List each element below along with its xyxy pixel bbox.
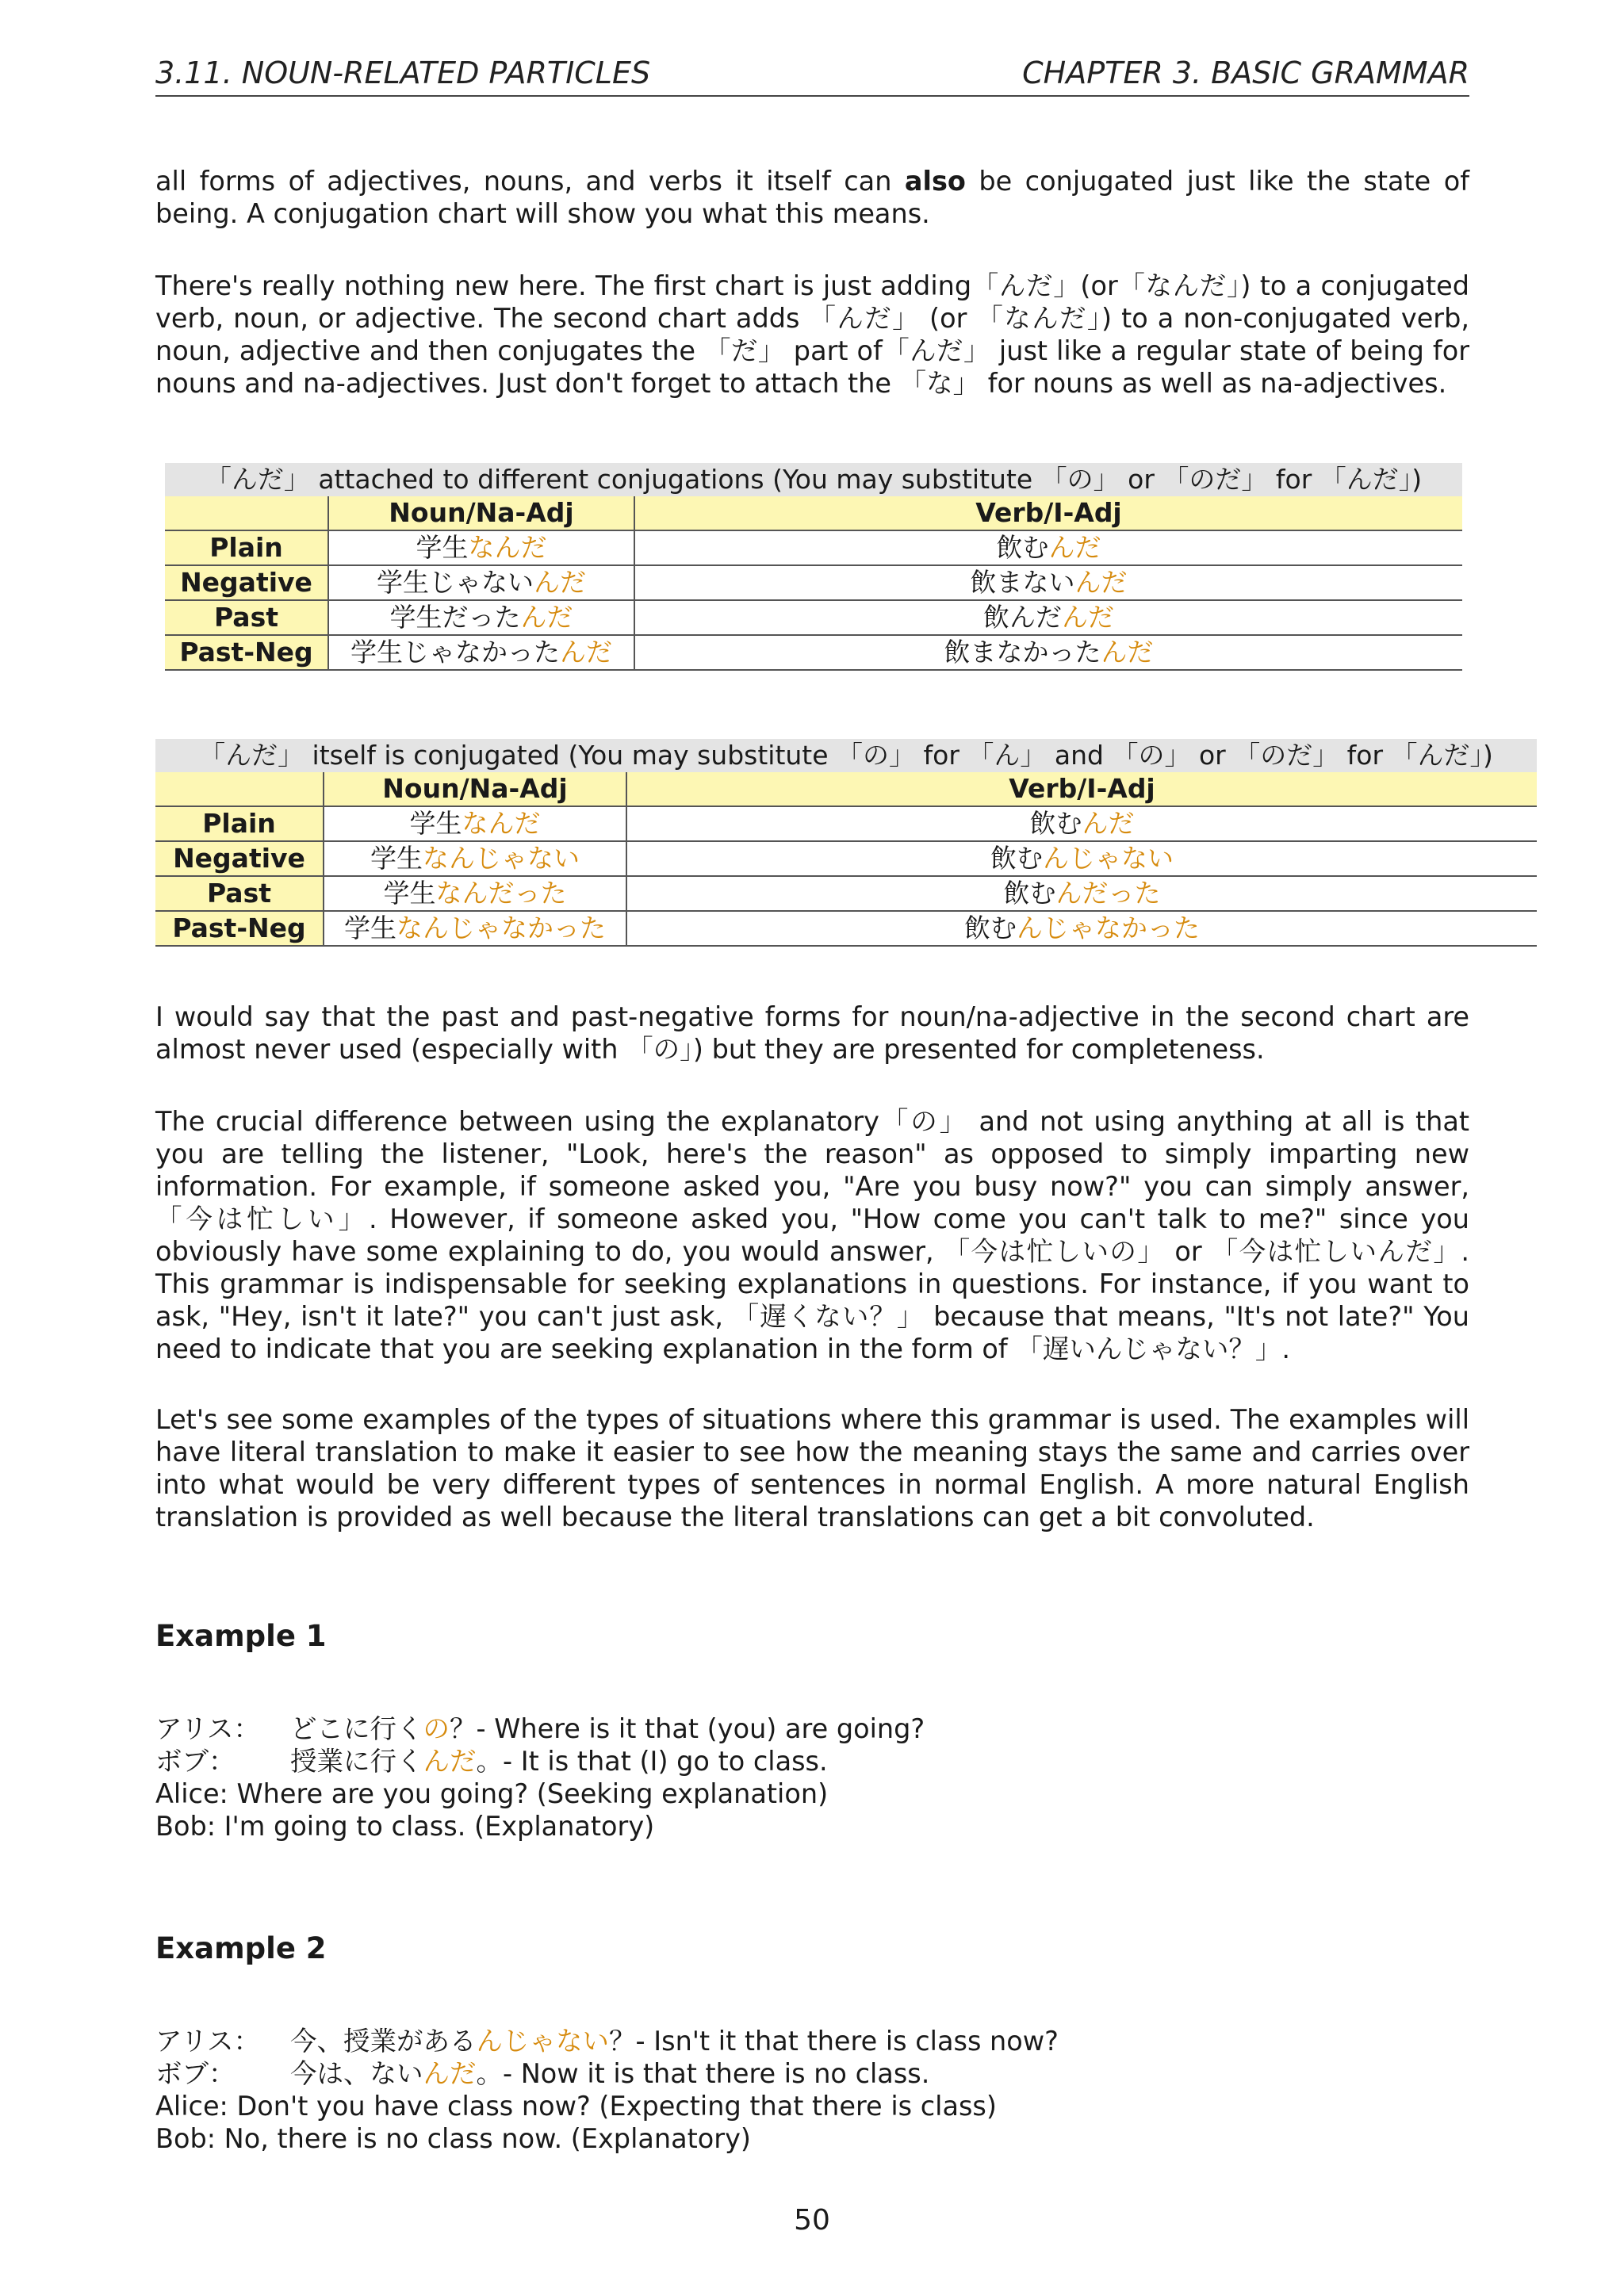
table-row <box>165 635 1462 670</box>
table-caption: 「んだ」 itself is conjugated (You may substitute 「の」 for 「ん」 and 「の」 or 「のだ」 for 「んだ」) <box>155 739 1537 772</box>
example-1-dialog <box>155 1712 1469 1843</box>
row-label: Past <box>155 876 324 911</box>
japanese-text: 授業に行く <box>290 1746 423 1777</box>
row-label: Past <box>165 600 328 635</box>
speaker-label: アリス： <box>155 1713 260 1744</box>
table-header-empty <box>155 772 324 806</box>
dialog-line <box>155 2025 1469 2057</box>
verb-cell: 飲むんだった <box>626 876 1537 911</box>
highlight-text: んだ <box>423 2058 477 2089</box>
table-row <box>155 876 1537 911</box>
verb-cell: 飲まないんだ <box>634 565 1462 600</box>
natural-translation: Alice: Where are you going? (Seeking explanation) <box>155 1778 829 1809</box>
page-number: 50 <box>794 2204 830 2237</box>
literal-translation: 。- It is that (I) go to class. <box>476 1746 828 1777</box>
bold-word: also <box>904 166 966 197</box>
noun-cell: 学生だったんだ <box>328 600 634 635</box>
paragraph-explanation: There's really nothing new here. The first chart is just adding「んだ」(or「なんだ」) to a conjugated verb, noun, or adjective. The second chart adds 「んだ」 (or 「なんだ」) to a non-conjugated verb, noun, adjective and then conjugates the 「だ」 part of「んだ」 just like a regular state of being for nouns and na-adjectives. Just don't forget to attach the 「な」 for nouns as well as na-adjectives. <box>155 270 1469 399</box>
japanese-text: どこに行く <box>290 1713 423 1744</box>
noun-cell: 学生なんじゃない <box>324 841 626 876</box>
natural-translation: Bob: No, there is no class now. (Explanatory) <box>155 2123 751 2154</box>
table-row <box>155 911 1537 946</box>
speaker-label: ボブ： <box>155 2058 236 2089</box>
verb-cell: 飲むんじゃなかった <box>626 911 1537 946</box>
table-header-noun: Noun/Na-Adj <box>324 772 626 806</box>
table-header-empty <box>165 496 328 530</box>
paragraph-text: be conjugated just like the state of being. A conjugation chart will show you what this means. <box>155 166 1469 229</box>
row-label: Negative <box>165 565 328 600</box>
natural-translation: Bob: I'm going to class. (Explanatory) <box>155 1811 655 1842</box>
highlight-text: の <box>423 1713 450 1744</box>
row-label: Past-Neg <box>165 635 328 670</box>
table-row <box>155 806 1537 841</box>
example-1-title: Example 1 <box>155 1619 327 1653</box>
row-label: Past-Neg <box>155 911 324 946</box>
verb-cell: 飲むんじゃない <box>626 841 1537 876</box>
chapter-title: CHAPTER 3. BASIC GRAMMAR <box>1022 55 1469 90</box>
paragraph-usage-note: I would say that the past and past-negative forms for noun/na-adjective in the second chart are almost never used (especially with 「の」) but they are presented for completeness. <box>155 1001 1469 1065</box>
table-header-verb: Verb/I-Adj <box>626 772 1537 806</box>
paragraph-examples-intro: Let's see some examples of the types of situations where this grammar is used. The examples will have literal translation to make it easier to see how the meaning stays the same and carries over into what would be very different types of sentences in normal English. A more natural English translation is provided as well because the literal translations can get a bit convoluted. <box>155 1404 1469 1533</box>
table-caption: 「んだ」 attached to different conjugations (You may substitute 「の」 or 「のだ」 for 「んだ」) <box>165 463 1462 496</box>
conjugation-table-2 <box>155 739 1537 947</box>
section-title: 3.11. NOUN-RELATED PARTICLES <box>155 55 651 90</box>
dialog-line <box>155 2057 1469 2090</box>
example-2-title: Example 2 <box>155 1931 327 1965</box>
verb-cell: 飲むんだ <box>626 806 1537 841</box>
example-2-dialog <box>155 2025 1469 2155</box>
running-header <box>155 52 1469 97</box>
noun-cell: 学生じゃなかったんだ <box>328 635 634 670</box>
speaker-label: ボブ： <box>155 1746 236 1777</box>
row-label: Negative <box>155 841 324 876</box>
natural-translation: Alice: Don't you have class now? (Expecting that there is class) <box>155 2091 997 2122</box>
table-row <box>165 530 1462 565</box>
speaker-label: アリス： <box>155 2026 260 2057</box>
dialog-line <box>155 1745 1469 1777</box>
noun-cell: 学生なんだ <box>328 530 634 565</box>
literal-translation: 。- Now it is that there is no class. <box>476 2058 930 2089</box>
noun-cell: 学生なんだった <box>324 876 626 911</box>
verb-cell: 飲まなかったんだ <box>634 635 1462 670</box>
japanese-text: 今は、ない <box>290 2058 423 2089</box>
literal-translation: ？- Where is it that (you) are going? <box>450 1713 925 1744</box>
dialog-line <box>155 1712 1469 1745</box>
row-label: Plain <box>155 806 324 841</box>
verb-cell: 飲むんだ <box>634 530 1462 565</box>
paragraph-text: all forms of adjectives, nouns, and verbs it itself can <box>155 166 905 197</box>
table-row <box>155 841 1537 876</box>
table-header-noun: Noun/Na-Adj <box>328 496 634 530</box>
literal-translation: ？- Isn't it that there is class now? <box>609 2026 1059 2057</box>
japanese-text: 今、授業がある <box>290 2026 477 2057</box>
table-row <box>165 565 1462 600</box>
highlight-text: んだ <box>423 1746 477 1777</box>
table-header-verb: Verb/I-Adj <box>634 496 1462 530</box>
verb-cell: 飲んだんだ <box>634 600 1462 635</box>
table-row <box>165 600 1462 635</box>
row-label: Plain <box>165 530 328 565</box>
paragraph-difference: The crucial difference between using the explanatory「の」 and not using anything at all is that you are telling the listener, "Look, here's the reason" as opposed to simply imparting new information. For example, if someone asked you, "Are you busy now?" you can simply answer, 「今は忙しい」. However, if someone asked you, "How come you can't talk to me?" since you obviously have some explaining to do, you would answer, 「今は忙しいの」 or 「今は忙しいんだ」. This grammar is indispensable for seeking explanations in questions. For instance, if you want to ask, "Hey, isn't it late?" you can't just ask, 「遅くない？」 because that means, "It's not late?" You need to indicate that you are seeking explanation in the form of 「遅いんじゃない？」. <box>155 1106 1469 1364</box>
paragraph-intro <box>155 165 1469 230</box>
conjugation-table-1 <box>165 463 1462 671</box>
noun-cell: 学生なんだ <box>324 806 626 841</box>
noun-cell: 学生じゃないんだ <box>328 565 634 600</box>
noun-cell: 学生なんじゃなかった <box>324 911 626 946</box>
highlight-text: んじゃない <box>476 2026 609 2057</box>
